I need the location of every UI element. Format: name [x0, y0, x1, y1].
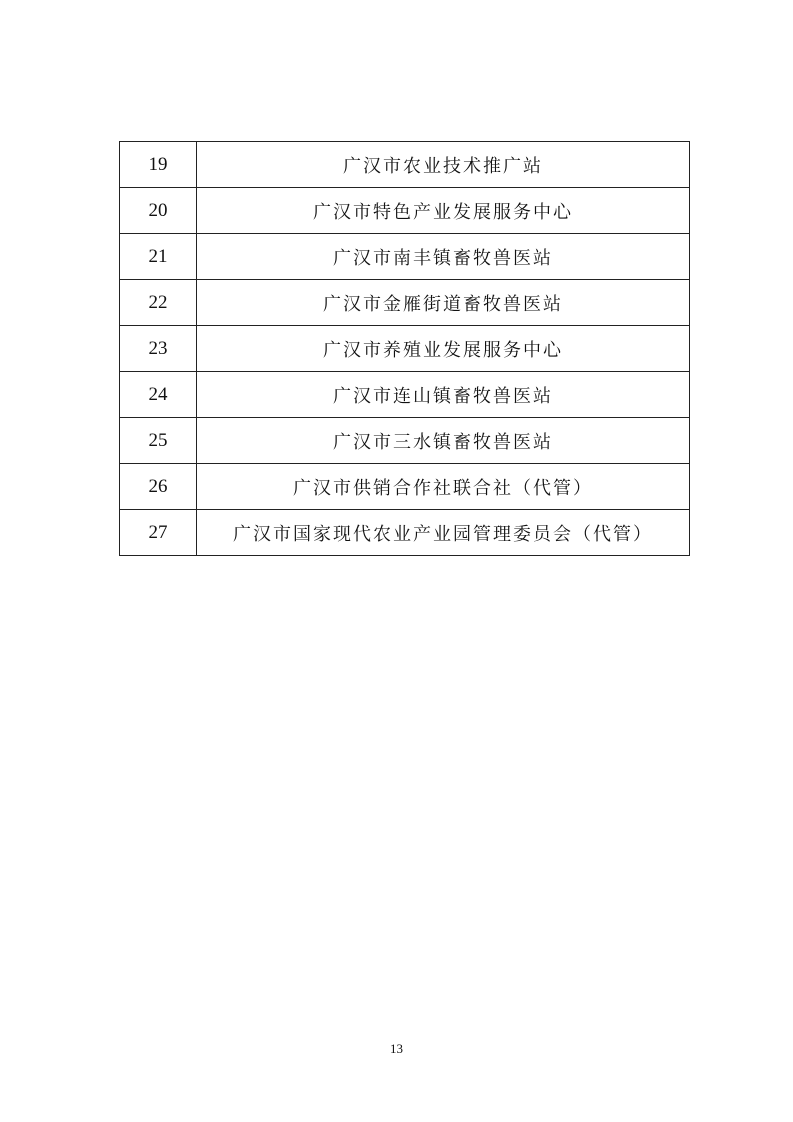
organization-name: 广汉市南丰镇畜牧兽医站: [197, 234, 690, 280]
organization-name: 广汉市三水镇畜牧兽医站: [197, 418, 690, 464]
table-row: [120, 510, 690, 556]
organization-name: 广汉市供销合作社联合社（代管）: [197, 464, 690, 510]
table-row: [120, 188, 690, 234]
row-number: 22: [120, 280, 197, 326]
page-number: 13: [390, 1041, 403, 1056]
organization-name: 广汉市特色产业发展服务中心: [197, 188, 690, 234]
row-number: 23: [120, 326, 197, 372]
row-number: 20: [120, 188, 197, 234]
row-number: 27: [120, 510, 197, 556]
row-number: 21: [120, 234, 197, 280]
table-row: [120, 142, 690, 188]
table-row: [120, 372, 690, 418]
table-row: [120, 464, 690, 510]
table-row: [120, 234, 690, 280]
organization-name: 广汉市农业技术推广站: [197, 142, 690, 188]
table-row: [120, 280, 690, 326]
row-number: 26: [120, 464, 197, 510]
organization-table: [119, 141, 690, 556]
table-row: [120, 326, 690, 372]
organization-name: 广汉市金雁街道畜牧兽医站: [197, 280, 690, 326]
row-number: 24: [120, 372, 197, 418]
organization-name: 广汉市连山镇畜牧兽医站: [197, 372, 690, 418]
table-row: [120, 418, 690, 464]
row-number: 25: [120, 418, 197, 464]
organization-name: 广汉市养殖业发展服务中心: [197, 326, 690, 372]
organization-name: 广汉市国家现代农业产业园管理委员会（代管）: [197, 510, 690, 556]
row-number: 19: [120, 142, 197, 188]
